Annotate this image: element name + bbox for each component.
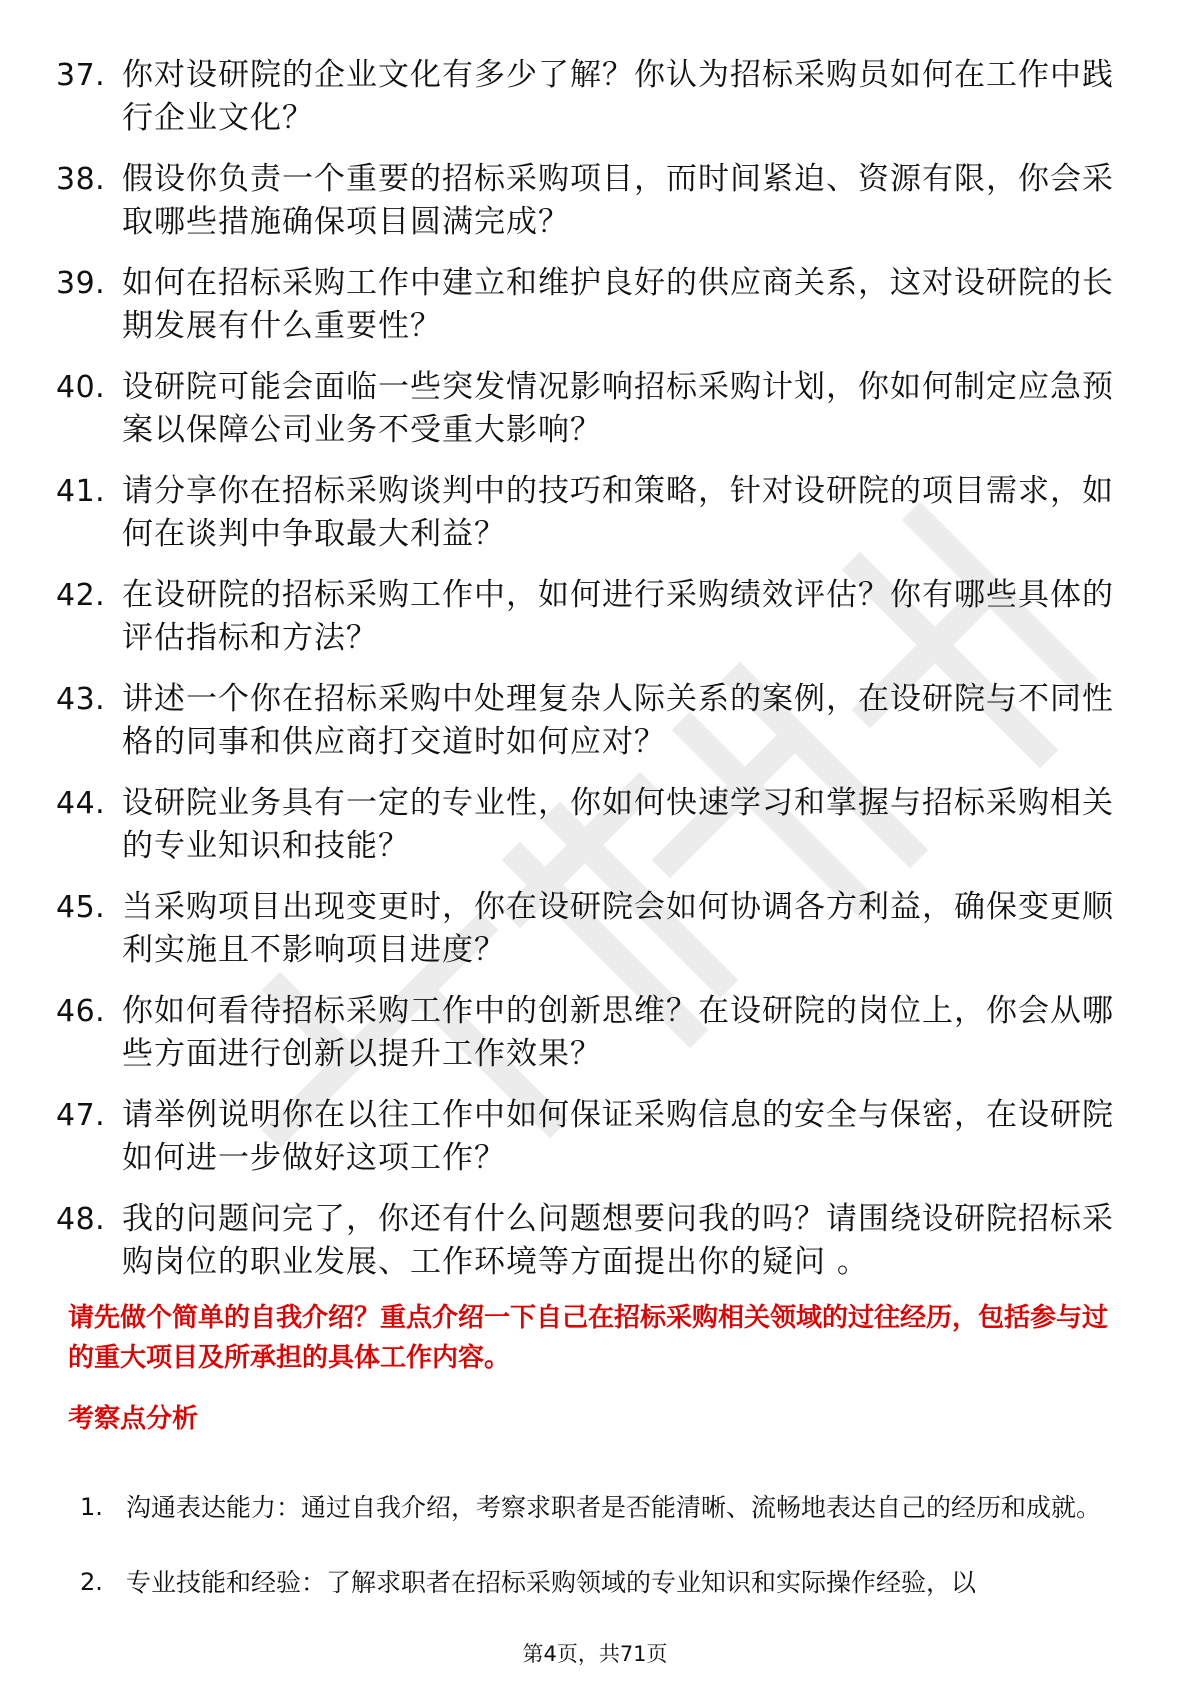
question-text: 你如何看待招标采购工作中的创新思维？在设研院的岗位上，你会从哪些方面进行创新以提升工作效果？	[122, 993, 1114, 1072]
question-item	[56, 470, 1116, 574]
question-number: 37.	[56, 58, 106, 93]
analysis-number: 1.	[80, 1493, 103, 1521]
question-item	[56, 886, 1116, 990]
question-item	[56, 1198, 1116, 1302]
question-item	[56, 990, 1116, 1094]
question-text: 我的问题问完了，你还有什么问题想要问我的吗？请围绕设研院招标采购岗位的职业发展、工作环境等方面提出你的疑问 。	[122, 1201, 1114, 1280]
highlight-question: 请先做个简单的自我介绍？重点介绍一下自己在招标采购相关领域的过往经历，包括参与过的重大项目及所承担的具体工作内容。	[68, 1303, 1109, 1373]
question-text: 当采购项目出现变更时，你在设研院会如何协调各方利益，确保变更顺利实施且不影响项目进度？	[122, 889, 1114, 968]
question-item	[56, 678, 1116, 782]
question-number: 42.	[56, 578, 106, 613]
question-text: 你对设研院的企业文化有多少了解？你认为招标采购员如何在工作中践行企业文化？	[122, 57, 1114, 136]
analysis-item	[80, 1479, 1120, 1536]
question-item	[56, 782, 1116, 886]
question-number: 45.	[56, 890, 106, 925]
question-number: 43.	[56, 682, 106, 717]
question-text: 设研院业务具有一定的专业性，你如何快速学习和掌握与招标采购相关的专业知识和技能？	[122, 785, 1114, 864]
question-text: 设研院可能会面临一些突发情况影响招标采购计划，你如何制定应急预案以保障公司业务不受重大影响？	[122, 369, 1114, 448]
question-item	[56, 574, 1116, 678]
analysis-item	[80, 1554, 1120, 1611]
question-item	[56, 158, 1116, 262]
analysis-list	[80, 1479, 1120, 1611]
question-item	[56, 366, 1116, 470]
question-list	[56, 54, 1116, 1302]
question-text: 讲述一个你在招标采购中处理复杂人际关系的案例，在设研院与不同性格的同事和供应商打交道时如何应对？	[122, 681, 1114, 760]
question-text: 假设你负责一个重要的招标采购项目，而时间紧迫、资源有限，你会采取哪些措施确保项目圆满完成？	[122, 161, 1114, 240]
analysis-number: 2.	[80, 1568, 103, 1596]
question-item	[56, 262, 1116, 366]
question-number: 38.	[56, 162, 106, 197]
analysis-text: 专业技能和经验：了解求职者在招标采购领域的专业知识和实际操作经验，以	[126, 1568, 977, 1597]
question-number: 47.	[56, 1098, 106, 1133]
question-number: 39.	[56, 266, 106, 301]
question-number: 46.	[56, 994, 106, 1029]
question-number: 40.	[56, 370, 106, 405]
question-item	[56, 54, 1116, 158]
analysis-text: 沟通表达能力：通过自我介绍，考察求职者是否能清晰、流畅地表达自己的经历和成就。	[126, 1493, 1102, 1522]
question-item	[56, 1094, 1116, 1198]
question-text: 请分享你在招标采购谈判中的技巧和策略，针对设研院的项目需求，如何在谈判中争取最大利益？	[122, 473, 1114, 552]
question-text: 在设研院的招标采购工作中，如何进行采购绩效评估？你有哪些具体的评估指标和方法？	[122, 577, 1114, 656]
question-text: 请举例说明你在以往工作中如何保证采购信息的安全与保密，在设研院如何进一步做好这项工作？	[122, 1097, 1114, 1176]
page-footer: 第4页，共71页	[522, 1642, 668, 1666]
question-number: 41.	[56, 474, 106, 509]
question-number: 44.	[56, 786, 106, 821]
section-title: 考察点分析	[68, 1404, 199, 1434]
question-text: 如何在招标采购工作中建立和维护良好的供应商关系，这对设研院的长期发展有什么重要性？	[122, 265, 1114, 344]
question-number: 48.	[56, 1202, 106, 1237]
